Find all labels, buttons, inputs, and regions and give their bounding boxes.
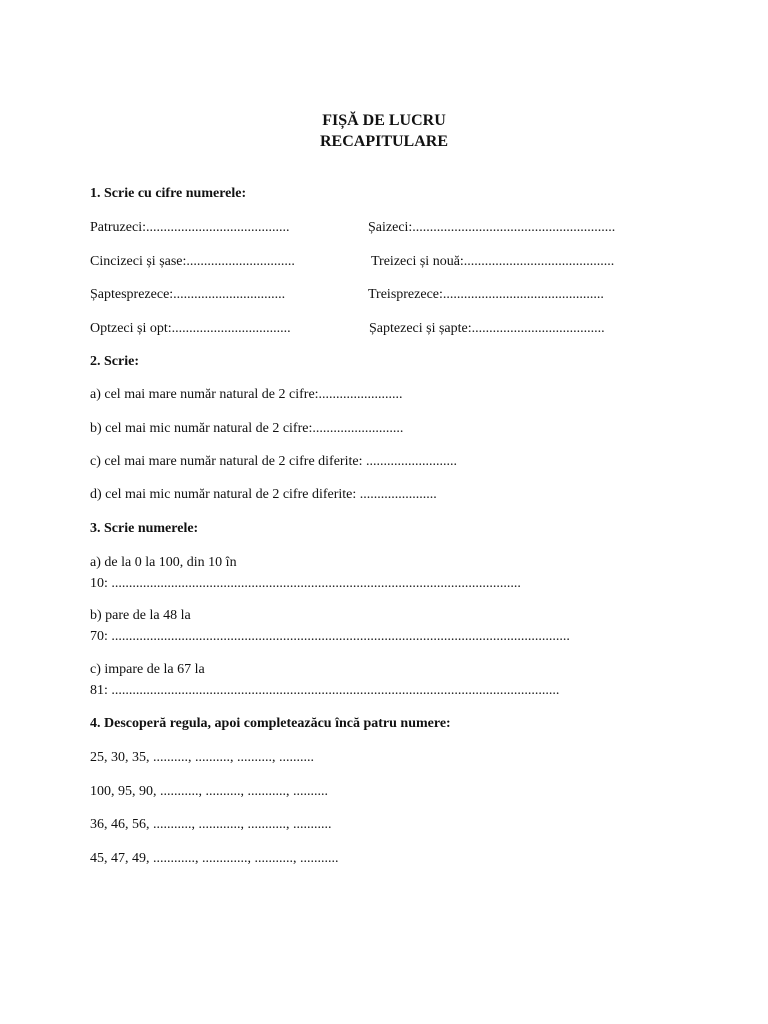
ex1-item: Cincizeci și șase:............................... [90, 254, 295, 269]
ex3-item-line2: 81: ................................................................................................................................ [90, 683, 560, 698]
ex3-item-line1: c) impare de la 67 la [90, 662, 205, 677]
ex3-item-line1: a) de la 0 la 100, din 10 în [90, 555, 237, 570]
ex3-item-line1: b) pare de la 48 la [90, 608, 191, 623]
ex2-item: c) cel mai mare număr natural de 2 cifre diferite: .......................... [90, 454, 457, 469]
ex4-sequence: 45, 47, 49, ............, ............., ..........., ........... [90, 851, 339, 866]
exercise-3-heading: 3. Scrie numerele: [90, 521, 199, 536]
title-line-2: RECAPITULARE [319, 133, 448, 150]
exercise-4-heading: 4. Descoperă regula, apoi completeazăcu încă patru numere: [90, 716, 451, 731]
exercise-1-heading: 1. Scrie cu cifre numerele: [90, 186, 247, 201]
ex3-item-line2: 10: ..................................................................................................................... [90, 576, 521, 591]
ex1-item: Șaizeci:.......................................................... [368, 220, 616, 235]
ex1-item: Șaptezeci și șapte:...................................... [369, 321, 605, 336]
ex4-sequence: 100, 95, 90, ..........., .........., ..........., .......... [90, 784, 328, 799]
ex1-item: Șaptesprezece:................................ [90, 287, 286, 302]
ex2-item: d) cel mai mic număr natural de 2 cifre diferite: ...................... [90, 487, 437, 502]
ex1-item: Treizeci și nouă:........................................... [371, 254, 615, 269]
ex4-sequence: 36, 46, 56, ..........., ............, ..........., ........... [90, 817, 332, 832]
ex1-item: Patruzeci:......................................... [90, 220, 290, 235]
ex2-item: b) cel mai mic număr natural de 2 cifre:.......................... [90, 421, 404, 436]
title-line-1: FIȘĂ DE LUCRU [322, 112, 446, 129]
ex4-sequence: 25, 30, 35, .........., .........., .........., .......... [90, 750, 314, 765]
exercise-2-heading: 2. Scrie: [90, 354, 139, 369]
ex1-item: Optzeci și opt:.................................. [90, 321, 291, 336]
ex2-item: a) cel mai mare număr natural de 2 cifre:........................ [90, 387, 403, 402]
ex1-item: Treisprezece:.............................................. [368, 287, 604, 302]
ex3-item-line2: 70: ................................................................................................................................... [90, 629, 570, 644]
